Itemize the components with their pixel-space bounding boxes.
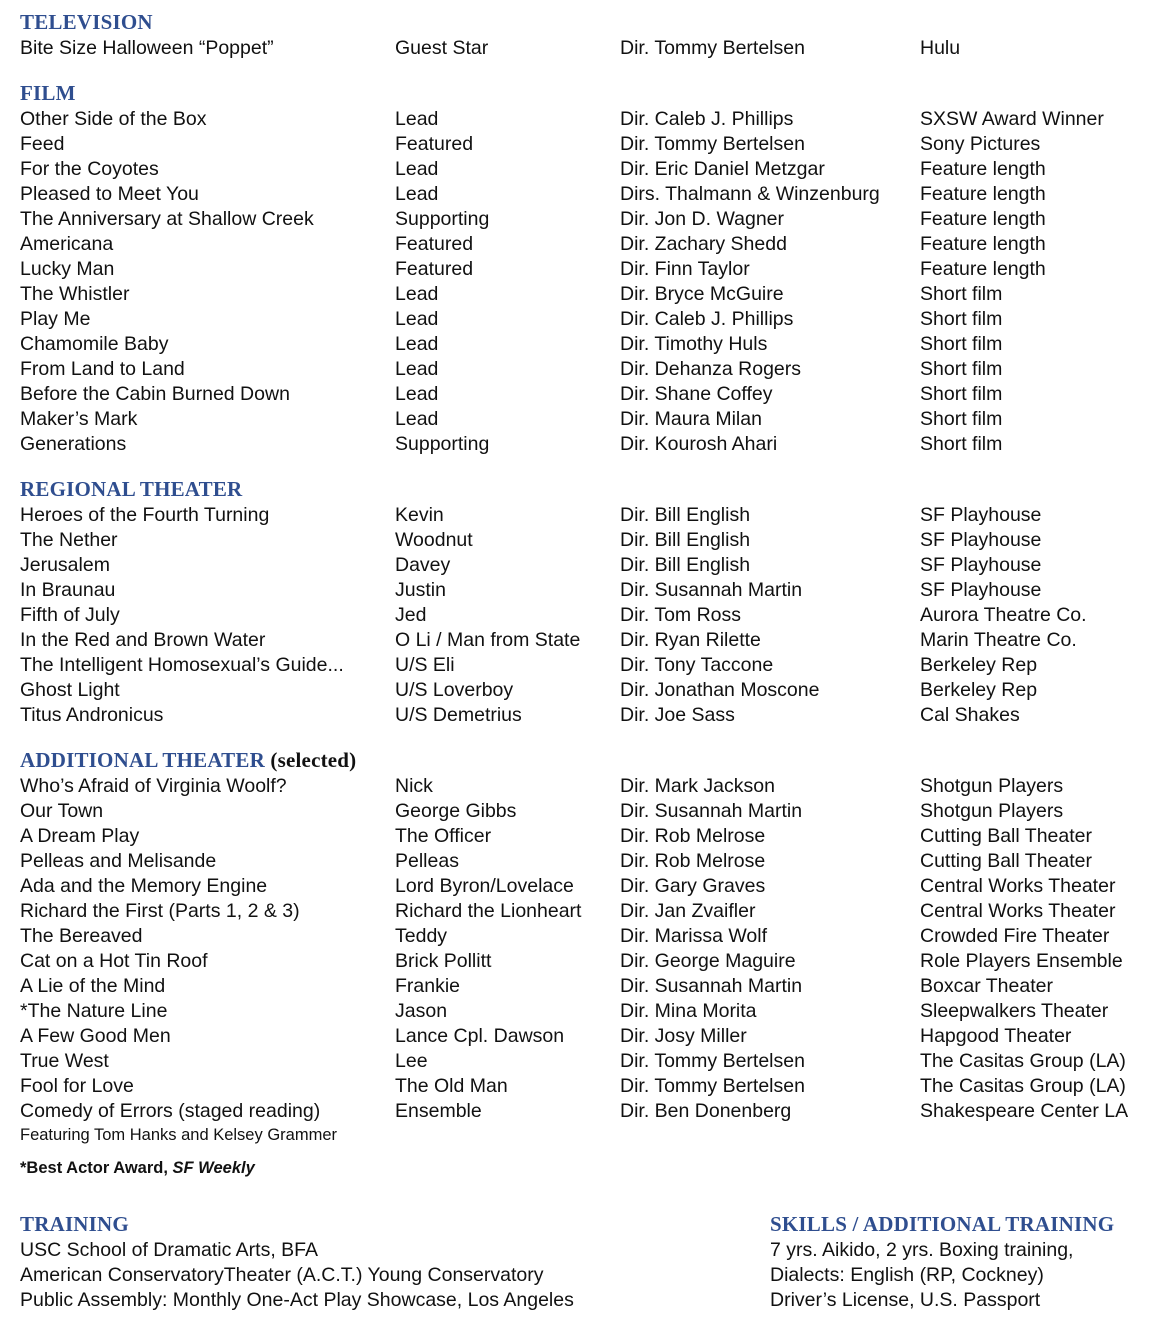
credit-director: Dir. Mina Morita	[620, 1000, 757, 1022]
television-rows	[20, 36, 1150, 61]
credit-role: Richard the Lionheart	[395, 900, 582, 922]
credit-title: Other Side of the Box	[20, 108, 207, 130]
credit-row	[20, 849, 1150, 874]
credit-role: Lead	[395, 108, 439, 130]
credit-director: Dir. Caleb J. Phillips	[620, 108, 794, 130]
credit-row	[20, 1099, 1150, 1124]
credit-row	[20, 282, 1150, 307]
credit-title: Pelleas and Melisande	[20, 850, 217, 872]
credit-row	[20, 528, 1150, 553]
credit-row	[20, 132, 1150, 157]
credit-director: Dir. Bill English	[620, 554, 751, 576]
credit-director: Dir. Marissa Wolf	[620, 925, 767, 947]
credit-venue: Berkeley Rep	[920, 679, 1038, 701]
credit-director: Dir. Eric Daniel Metzgar	[620, 158, 825, 180]
television-section	[20, 8, 1150, 61]
credit-title: Fool for Love	[20, 1075, 134, 1097]
additional-theater-section	[20, 746, 1150, 1180]
credit-row	[20, 999, 1150, 1024]
credit-row	[20, 553, 1150, 578]
credit-venue: Boxcar Theater	[920, 975, 1053, 997]
credit-venue: SF Playhouse	[920, 504, 1042, 526]
credit-title: Cat on a Hot Tin Roof	[20, 950, 208, 972]
regional-theater-heading: REGIONAL THEATER	[20, 477, 243, 501]
credit-venue: The Casitas Group (LA)	[920, 1050, 1126, 1072]
credit-title: Generations	[20, 433, 127, 455]
credit-director: Dir. Caleb J. Phillips	[620, 308, 794, 330]
additional-theater-suffix: (selected)	[270, 748, 357, 772]
credit-row	[20, 207, 1150, 232]
credit-row	[20, 1024, 1150, 1049]
credit-role: Supporting	[395, 433, 490, 455]
television-heading: TELEVISION	[20, 10, 153, 34]
credit-role: Justin	[395, 579, 446, 601]
credit-venue: Short film	[920, 433, 1003, 455]
training-line: American ConservatoryTheater (A.C.T.) Young Conservatory	[20, 1264, 544, 1286]
additional-theater-heading	[20, 746, 1150, 774]
credit-director: Dir. Susannah Martin	[620, 579, 803, 601]
credit-director: Dir. Tommy Bertelsen	[620, 133, 805, 155]
skills-line: Dialects: English (RP, Cockney)	[770, 1264, 1044, 1286]
credit-row	[20, 36, 1150, 61]
credit-venue: Sony Pictures	[920, 133, 1041, 155]
credit-director: Dirs. Thalmann & Winzenburg	[620, 183, 880, 205]
credit-venue: Crowded Fire Theater	[920, 925, 1110, 947]
credit-title: Lucky Man	[20, 258, 115, 280]
credit-title: Feed	[20, 133, 65, 155]
credit-row	[20, 503, 1150, 528]
credit-role: Lead	[395, 333, 439, 355]
credit-venue: Feature length	[920, 158, 1046, 180]
credit-director: Dir. Zachary Shedd	[620, 233, 787, 255]
credit-row	[20, 949, 1150, 974]
credit-role: Brick Pollitt	[395, 950, 492, 972]
credit-director: Dir. Joe Sass	[620, 704, 735, 726]
credit-row	[20, 1049, 1150, 1074]
award-text: *Best Actor Award,	[20, 1159, 173, 1177]
credit-director: Dir. George Maguire	[620, 950, 796, 972]
credit-director: Dir. Susannah Martin	[620, 800, 803, 822]
credit-venue: Berkeley Rep	[920, 654, 1038, 676]
credit-role: Featured	[395, 133, 474, 155]
credit-title: Ada and the Memory Engine	[20, 875, 268, 897]
credit-title: Comedy of Errors (staged reading)	[20, 1100, 321, 1122]
credit-row	[20, 382, 1150, 407]
credit-venue: Short film	[920, 383, 1003, 405]
skills-section	[770, 1210, 1114, 1313]
credit-venue: Shakespeare Center LA	[920, 1100, 1129, 1122]
regional-theater-rows	[20, 503, 1150, 728]
credit-director: Dir. Ryan Rilette	[620, 629, 761, 651]
credit-role: Jed	[395, 604, 427, 626]
credit-director: Dir. Maura Milan	[620, 408, 762, 430]
credit-title: The Whistler	[20, 283, 130, 305]
credit-title: Ghost Light	[20, 679, 120, 701]
credit-director: Dir. Jon D. Wagner	[620, 208, 784, 230]
credit-role: Nick	[395, 775, 433, 797]
film-section	[20, 79, 1150, 457]
credit-title: The Bereaved	[20, 925, 143, 947]
credit-title: Who’s Afraid of Virginia Woolf?	[20, 775, 287, 797]
credit-role: Pelleas	[395, 850, 459, 872]
credit-director: Dir. Bryce McGuire	[620, 283, 784, 305]
credit-venue: Short film	[920, 308, 1003, 330]
credit-role: U/S Eli	[395, 654, 455, 676]
credit-role: Lead	[395, 383, 439, 405]
credit-director: Dir. Bill English	[620, 529, 751, 551]
credit-director: Dir. Tommy Bertelsen	[620, 1050, 805, 1072]
award-source: SF Weekly	[172, 1159, 255, 1177]
credit-title: For the Coyotes	[20, 158, 159, 180]
credit-title: Heroes of the Fourth Turning	[20, 504, 270, 526]
credit-role: Lead	[395, 308, 439, 330]
credit-role: Woodnut	[395, 529, 473, 551]
credit-venue: SXSW Award Winner	[920, 108, 1104, 130]
credit-title: Richard the First (Parts 1, 2 & 3)	[20, 900, 300, 922]
credit-role: U/S Demetrius	[395, 704, 522, 726]
credit-role: O Li / Man from State	[395, 629, 581, 651]
skills-heading: SKILLS / ADDITIONAL TRAINING	[770, 1212, 1115, 1236]
credit-venue: Short film	[920, 358, 1003, 380]
additional-theater-title: ADDITIONAL THEATER	[20, 748, 265, 772]
credit-title: A Few Good Men	[20, 1025, 171, 1047]
credit-venue: Short film	[920, 333, 1003, 355]
credit-director: Dir. Shane Coffey	[620, 383, 773, 405]
credit-row	[20, 578, 1150, 603]
training-line: Public Assembly: Monthly One-Act Play Showcase, Los Angeles	[20, 1289, 574, 1311]
skills-line: Driver’s License, U.S. Passport	[770, 1289, 1041, 1311]
credit-role: Teddy	[395, 925, 448, 947]
credit-venue: Aurora Theatre Co.	[920, 604, 1087, 626]
credit-title: Play Me	[20, 308, 91, 330]
credit-venue: Feature length	[920, 208, 1046, 230]
credit-row	[20, 603, 1150, 628]
credit-venue: SF Playhouse	[920, 529, 1042, 551]
credit-row	[20, 703, 1150, 728]
training-section	[20, 1210, 574, 1313]
credit-director: Dir. Bill English	[620, 504, 751, 526]
credit-director: Dir. Gary Graves	[620, 875, 766, 897]
credit-row	[20, 107, 1150, 132]
credit-director: Dir. Finn Taylor	[620, 258, 750, 280]
credit-director: Dir. Josy Miller	[620, 1025, 747, 1047]
credit-director: Dir. Timothy Huls	[620, 333, 768, 355]
credit-venue: Short film	[920, 283, 1003, 305]
credit-venue: Feature length	[920, 183, 1046, 205]
credit-director: Dir. Tommy Bertelsen	[620, 37, 805, 59]
credit-row	[20, 157, 1150, 182]
credit-venue: Cal Shakes	[920, 704, 1020, 726]
credit-role: Supporting	[395, 208, 490, 230]
credit-director: Dir. Jan Zvaifler	[620, 900, 756, 922]
credit-row	[20, 307, 1150, 332]
credit-title: Americana	[20, 233, 114, 255]
credit-director: Dir. Tommy Bertelsen	[620, 1075, 805, 1097]
credit-title: A Lie of the Mind	[20, 975, 166, 997]
film-heading: FILM	[20, 81, 76, 105]
credit-venue: Short film	[920, 408, 1003, 430]
credit-row	[20, 678, 1150, 703]
credit-venue: Hulu	[920, 37, 961, 59]
credit-row	[20, 357, 1150, 382]
credit-director: Dir. Tony Taccone	[620, 654, 774, 676]
credit-title: *The Nature Line	[20, 1000, 168, 1022]
credit-venue: Feature length	[920, 258, 1046, 280]
credit-role: Davey	[395, 554, 451, 576]
credit-role: Lead	[395, 408, 439, 430]
credit-director: Dir. Mark Jackson	[620, 775, 775, 797]
credit-director: Dir. Kourosh Ahari	[620, 433, 778, 455]
credit-title: Jerusalem	[20, 554, 110, 576]
credit-venue: Role Players Ensemble	[920, 950, 1123, 972]
training-line: USC School of Dramatic Arts, BFA	[20, 1239, 319, 1261]
credit-row	[20, 257, 1150, 282]
credit-title: In the Red and Brown Water	[20, 629, 266, 651]
film-rows	[20, 107, 1150, 457]
credit-director: Dir. Tom Ross	[620, 604, 741, 626]
credit-venue: Central Works Theater	[920, 900, 1116, 922]
credit-director: Dir. Rob Melrose	[620, 825, 766, 847]
credit-title: Maker’s Mark	[20, 408, 138, 430]
credit-title: Titus Andronicus	[20, 704, 164, 726]
credit-director: Dir. Dehanza Rogers	[620, 358, 802, 380]
training-heading: TRAINING	[20, 1212, 129, 1236]
award-note	[20, 1156, 1150, 1180]
credit-title: Our Town	[20, 800, 104, 822]
credit-venue: The Casitas Group (LA)	[920, 1075, 1126, 1097]
credit-role: Featured	[395, 233, 474, 255]
credit-venue: SF Playhouse	[920, 579, 1042, 601]
credit-role: Lead	[395, 358, 439, 380]
credit-role: Lance Cpl. Dawson	[395, 1025, 565, 1047]
credit-role: Ensemble	[395, 1100, 482, 1122]
credit-title: The Intelligent Homosexual’s Guide...	[20, 654, 344, 676]
credit-role: The Old Man	[395, 1075, 508, 1097]
credit-role: Frankie	[395, 975, 461, 997]
credit-venue: Shotgun Players	[920, 775, 1064, 797]
credit-row	[20, 628, 1150, 653]
credit-title: The Nether	[20, 529, 118, 551]
credit-row	[20, 182, 1150, 207]
credit-venue: SF Playhouse	[920, 554, 1042, 576]
credit-role: Lord Byron/Lovelace	[395, 875, 574, 897]
credit-row	[20, 924, 1150, 949]
credit-row	[20, 407, 1150, 432]
credit-title: Fifth of July	[20, 604, 120, 626]
credit-role: Kevin	[395, 504, 444, 526]
credit-role: Lead	[395, 283, 439, 305]
credit-venue: Hapgood Theater	[920, 1025, 1072, 1047]
credit-title: In Braunau	[20, 579, 116, 601]
credit-row	[20, 232, 1150, 257]
credit-title: A Dream Play	[20, 825, 140, 847]
regional-theater-section	[20, 475, 1150, 728]
credit-title: Pleased to Meet You	[20, 183, 199, 205]
credit-director: Dir. Jonathan Moscone	[620, 679, 820, 701]
credit-row	[20, 899, 1150, 924]
credit-director: Dir. Ben Donenberg	[620, 1100, 792, 1122]
credit-title: From Land to Land	[20, 358, 185, 380]
credit-role: George Gibbs	[395, 800, 517, 822]
credit-row	[20, 774, 1150, 799]
credit-row	[20, 824, 1150, 849]
credit-row	[20, 874, 1150, 899]
credit-row	[20, 432, 1150, 457]
credit-director: Dir. Susannah Martin	[620, 975, 803, 997]
credit-title: The Anniversary at Shallow Creek	[20, 208, 314, 230]
credit-role: U/S Loverboy	[395, 679, 514, 701]
credit-venue: Marin Theatre Co.	[920, 629, 1077, 651]
credit-role: Featured	[395, 258, 474, 280]
credit-row	[20, 332, 1150, 357]
credit-row	[20, 653, 1150, 678]
credit-row	[20, 974, 1150, 999]
credit-role: Jason	[395, 1000, 448, 1022]
credit-role: Lee	[395, 1050, 428, 1072]
credit-venue: Sleepwalkers Theater	[920, 1000, 1109, 1022]
resume-page	[20, 8, 1150, 1198]
credit-venue: Shotgun Players	[920, 800, 1064, 822]
credit-role: Lead	[395, 158, 439, 180]
credit-role: Lead	[395, 183, 439, 205]
credit-title: Chamomile Baby	[20, 333, 169, 355]
credit-row	[20, 1074, 1150, 1099]
credit-director: Dir. Rob Melrose	[620, 850, 766, 872]
credit-venue: Cutting Ball Theater	[920, 850, 1092, 872]
credit-role: Guest Star	[395, 37, 489, 59]
credit-title: Before the Cabin Burned Down	[20, 383, 290, 405]
credit-venue: Central Works Theater	[920, 875, 1116, 897]
credit-row	[20, 799, 1150, 824]
credit-title: Bite Size Halloween “Poppet”	[20, 37, 274, 59]
featuring-note: Featuring Tom Hanks and Kelsey Grammer	[20, 1126, 337, 1144]
credit-venue: Cutting Ball Theater	[920, 825, 1092, 847]
credit-venue: Feature length	[920, 233, 1046, 255]
skills-line: 7 yrs. Aikido, 2 yrs. Boxing training,	[770, 1239, 1074, 1261]
credit-role: The Officer	[395, 825, 492, 847]
credit-title: True West	[20, 1050, 109, 1072]
additional-theater-rows	[20, 774, 1150, 1124]
